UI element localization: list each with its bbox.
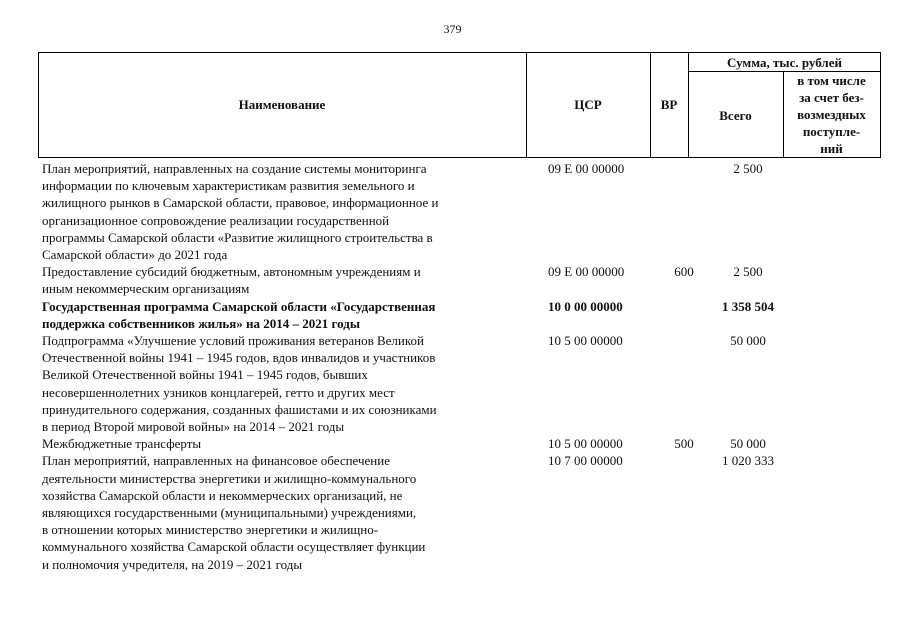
row-name-line: программы Самарской области «Развитие жилищного строительства в: [42, 229, 433, 245]
header-total: Всего: [719, 108, 752, 123]
row-name: [38, 435, 512, 452]
row-csr: 10 5 00 00000: [548, 333, 623, 349]
header-incl-line: возмездных: [797, 107, 866, 122]
row-total: 50 000: [730, 333, 766, 349]
row-name-line: поддержка собственников жилья» на 2014 – 2021 годы: [42, 315, 360, 331]
row-name: [38, 332, 512, 435]
table-header: [38, 52, 881, 162]
row-name-line: в отношении которых министерство энергетики и жилищно-: [42, 522, 379, 538]
row-name-line: План мероприятий, направленных на создание системы мониторинга: [42, 161, 427, 176]
row-name-line: Предоставление субсидий бюджетным, автономным учреждениям и: [42, 264, 421, 280]
row-total: 2 500: [733, 264, 763, 280]
row-name-line: хозяйства Самарской области и некоммерческих организаций, не: [42, 487, 403, 503]
table-row: [38, 160, 881, 263]
header-incl-line: за счет без-: [799, 90, 864, 105]
row-total: 2 500: [733, 161, 763, 176]
header-top-border: [38, 52, 881, 53]
row-name: [38, 263, 512, 297]
header-incl-line: ний: [820, 141, 843, 156]
row-name-line: Подпрограмма «Улучшение условий проживания ветеранов Великой: [42, 333, 424, 349]
row-total: 1 020 333: [722, 453, 774, 469]
header-name: Наименование: [238, 97, 326, 112]
row-name-line: Государственная программа Самарской области «Государственная: [42, 298, 436, 314]
row-csr: 10 5 00 00000: [548, 436, 623, 452]
row-name: [38, 452, 512, 572]
row-vr: 600: [674, 264, 694, 280]
table-row: [38, 452, 881, 572]
row-name-line: и полномочия учредителя, на 2019 – 2021 годы: [42, 556, 303, 572]
row-csr: 09 Е 00 00000: [548, 264, 625, 280]
row-total: 50 000: [730, 436, 766, 452]
row-csr: 09 Е 00 00000: [548, 161, 625, 176]
row-name-line: Самарской области» до 2021 года: [42, 247, 228, 263]
row-csr: 10 7 00 00000: [548, 453, 623, 469]
header-sum: Сумма, тыс. рублей: [727, 55, 842, 70]
header-incl-line: в том числе: [797, 73, 866, 88]
row-name-line: иным некоммерческим организациям: [42, 281, 250, 297]
header-csr: ЦСР: [574, 97, 602, 112]
row-name-line: Отечественной войны 1941 – 1945 годов, вдов инвалидов и участников: [42, 350, 436, 366]
row-name: [38, 298, 512, 332]
row-name-line: жилищного рынков в Самарской области, правовое, информационное и: [42, 195, 439, 211]
table-body: [38, 160, 881, 573]
row-name-line: являющихся государственными (муниципальными) учреждениями,: [42, 505, 417, 521]
row-name-line: коммунального хозяйства Самарской области осуществляет функции: [42, 539, 426, 555]
header-incl: [783, 72, 880, 157]
header-incl-line: поступле-: [802, 124, 861, 139]
table-row: [38, 298, 881, 332]
row-csr: 10 0 00 00000: [548, 298, 623, 314]
page-number: 379: [443, 22, 462, 36]
row-name-line: организационное сопровождение реализации государственной: [42, 212, 390, 228]
row-name-line: информации по ключевым характеристикам развития земельного и: [42, 178, 415, 194]
row-name-line: Межбюджетные трансферты: [42, 436, 202, 452]
row-name-line: План мероприятий, направленных на финансовое обеспечение: [42, 453, 390, 469]
row-name-line: Великой Отечественной войны 1941 – 1945 годов, бывших: [42, 367, 368, 383]
row-name-line: несовершеннолетних узников концлагерей, гетто и других мест: [42, 384, 395, 400]
table-row: [38, 332, 881, 435]
header-bottom-border: [38, 157, 881, 158]
row-total: 1 358 504: [722, 298, 774, 314]
header-vr: ВР: [660, 97, 678, 112]
row-name-line: деятельности министерства энергетики и жилищно-коммунального: [42, 470, 417, 486]
row-name-line: в период Второй мировой войны» на 2014 – 2021 годы: [42, 419, 345, 435]
row-vr: 500: [674, 436, 694, 452]
row-name-line: принудительного содержания, созданных фашистами и их союзниками: [42, 401, 437, 417]
table-row: [38, 263, 881, 297]
table-row: [38, 435, 881, 452]
row-name: [38, 160, 512, 263]
